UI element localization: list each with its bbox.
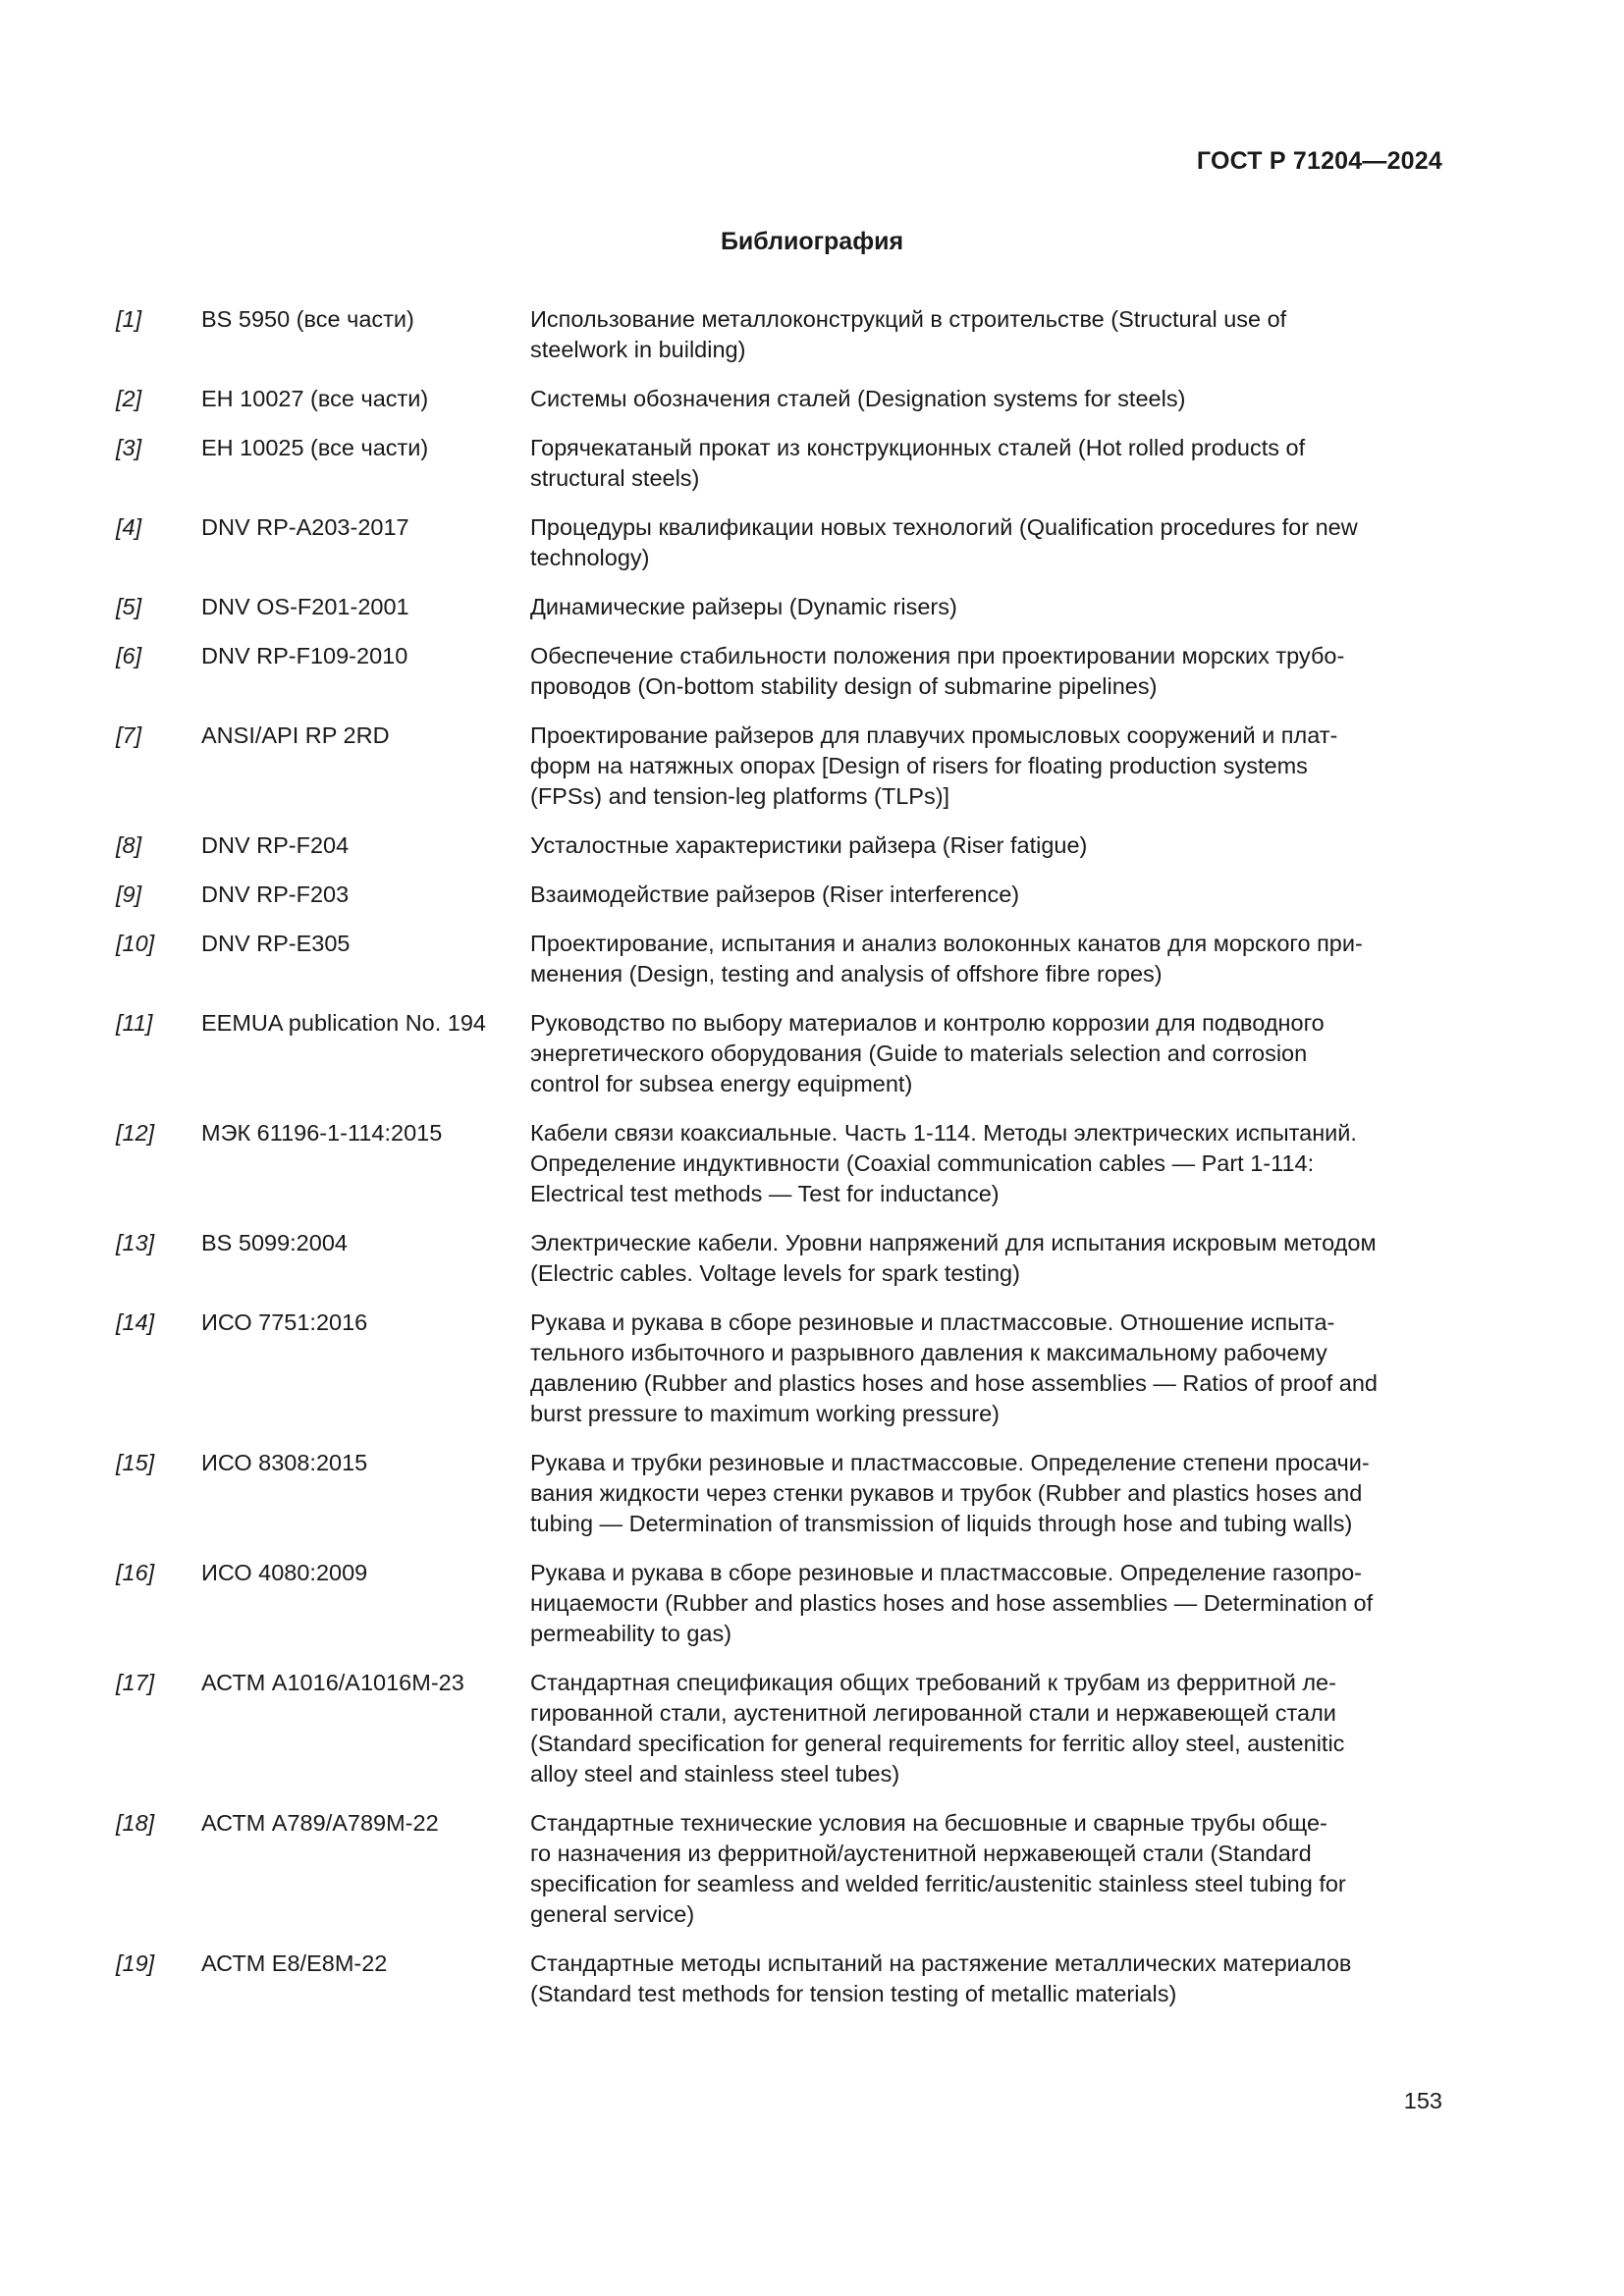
entry-description — [530, 830, 1448, 861]
entry-description-line: Рукава и рукава в сборе резиновые и пластмассовые. Определение газопро- — [530, 1560, 1362, 1585]
entry-description-line: burst pressure to maximum working pressure) — [530, 1401, 1000, 1426]
page-number: 153 — [1403, 2088, 1442, 2113]
entry-description — [530, 1558, 1448, 1649]
section-title: Библиография — [720, 228, 904, 255]
entry-description-line: го назначения из ферритной/аустенитной нержавеющей стали (Standard — [530, 1841, 1312, 1866]
entry-number: [2] — [116, 386, 142, 411]
entry-number: [18] — [116, 1810, 155, 1836]
entry-description-line: (Standard specification for general requirements for ferritic alloy steel, austenitic — [530, 1731, 1345, 1756]
entry-description-line: проводов (On-bottom stability design of submarine pipelines) — [530, 673, 1158, 699]
entry-standard-code: АСТМ E8/E8M-22 — [201, 1950, 388, 1976]
bibliography-entry — [116, 1949, 1451, 2009]
entry-description-line: technology) — [530, 545, 650, 570]
entry-description — [530, 512, 1448, 573]
entry-number: [4] — [116, 514, 142, 540]
entry-description-line: alloy steel and stainless steel tubes) — [530, 1761, 900, 1787]
entry-number: [10] — [116, 931, 155, 956]
entry-description — [530, 1228, 1448, 1289]
entry-description-line: (Standard test methods for tension testing of metallic materials) — [530, 1981, 1177, 2006]
entry-description-line: Электрические кабели. Уровни напряжений для испытания искровым методом — [530, 1230, 1377, 1255]
entry-number: [9] — [116, 881, 142, 907]
entry-standard-code: DNV RP-F203 — [201, 881, 350, 907]
entry-description-line: steelwork in building) — [530, 337, 746, 362]
entry-description-line: specification for seamless and welded ferritic/austenitic stainless steel tubing for — [530, 1871, 1346, 1896]
entry-description-line: тельного избыточного и разрывного давления к максимальному рабочему — [530, 1340, 1327, 1365]
entry-standard-code: АСТМ A1016/A1016M-23 — [201, 1670, 464, 1695]
entry-description-line: structural steels) — [530, 465, 700, 491]
entry-description — [530, 1448, 1448, 1539]
entry-standard-code: BS 5099:2004 — [201, 1230, 348, 1255]
entry-standard-code: ЕН 10025 (все части) — [201, 435, 429, 460]
entry-description-line: Динамические райзеры (Dynamic risers) — [530, 594, 957, 619]
bibliography-entry — [116, 929, 1451, 989]
entry-description-line: энергетического оборудования (Guide to materials selection and corrosion — [530, 1041, 1308, 1066]
entry-description — [530, 880, 1448, 910]
entry-number: [5] — [116, 594, 142, 619]
entry-standard-code: DNV RP-A203-2017 — [201, 514, 409, 540]
entry-description — [530, 929, 1448, 989]
entry-description-line: Определение индуктивности (Coaxial communication cables — Part 1-114: — [530, 1150, 1315, 1176]
bibliography-entry — [116, 1558, 1451, 1649]
entry-number: [19] — [116, 1950, 155, 1976]
entry-description-line: вания жидкости через стенки рукавов и трубок (Rubber and plastics hoses and — [530, 1480, 1363, 1506]
entry-standard-code: АСТМ A789/A789M-22 — [201, 1810, 439, 1836]
entry-standard-code: EEMUA publication No. 194 — [201, 1010, 486, 1036]
entry-description-line: Взаимодействие райзеров (Riser interference) — [530, 881, 1020, 907]
entry-number: [7] — [116, 722, 142, 748]
entry-number: [6] — [116, 643, 142, 668]
entry-description-line: Горячекатаный прокат из конструкционных сталей (Hot rolled products of — [530, 435, 1306, 460]
entry-number: [12] — [116, 1120, 155, 1146]
entry-description-line: Системы обозначения сталей (Designation systems for steels) — [530, 386, 1186, 411]
entry-standard-code: МЭК 61196-1-114:2015 — [201, 1120, 443, 1146]
bibliography-entry — [116, 1118, 1451, 1209]
entry-number: [13] — [116, 1230, 155, 1255]
entry-number: [17] — [116, 1670, 155, 1695]
entry-description — [530, 1118, 1448, 1209]
entry-number: [3] — [116, 435, 142, 460]
bibliography-list — [116, 304, 1451, 2028]
entry-description-line: tubing — Determination of transmission of liquids through hose and tubing walls) — [530, 1511, 1353, 1536]
entry-description-line: Кабели связи коаксиальные. Часть 1-114. Методы электрических испытаний. — [530, 1120, 1357, 1146]
entry-description — [530, 721, 1448, 812]
entry-description-line: Обеспечение стабильности положения при проектировании морских трубо- — [530, 643, 1345, 668]
entry-number: [1] — [116, 306, 142, 332]
bibliography-entry — [116, 1008, 1451, 1099]
entry-description-line: ницаемости (Rubber and plastics hoses and hose assemblies — Determination of — [530, 1590, 1374, 1616]
entry-description-line: Руководство по выбору материалов и контролю коррозии для подводного — [530, 1010, 1325, 1036]
bibliography-entry — [116, 830, 1451, 861]
entry-description — [530, 1808, 1448, 1930]
entry-description-line: Стандартные технические условия на бесшовные и сварные трубы обще- — [530, 1810, 1327, 1836]
entry-description — [530, 384, 1448, 414]
entry-description-line: Проектирование, испытания и анализ волоконных канатов для морского при- — [530, 931, 1363, 956]
bibliography-entry — [116, 304, 1451, 365]
entry-description-line: Проектирование райзеров для плавучих промысловых сооружений и плат- — [530, 722, 1338, 748]
entry-description-line: форм на натяжных опорах [Design of risers for floating production systems — [530, 753, 1308, 778]
entry-description — [530, 433, 1448, 494]
entry-description-line: давлению (Rubber and plastics hoses and hose assemblies — Ratios of proof and — [530, 1370, 1378, 1396]
entry-standard-code: DNV OS-F201-2001 — [201, 594, 409, 619]
entry-standard-code: BS 5950 (все части) — [201, 306, 414, 332]
entry-description-line: Рукава и трубки резиновые и пластмассовые. Определение степени просачи- — [530, 1450, 1370, 1475]
entry-number: [16] — [116, 1560, 155, 1585]
entry-description-line: Стандартные методы испытаний на растяжение металлических материалов — [530, 1950, 1352, 1976]
entry-standard-code: ANSI/API RP 2RD — [201, 722, 390, 748]
bibliography-entry — [116, 384, 1451, 414]
entry-standard-code: DNV RP-F109-2010 — [201, 643, 408, 668]
entry-standard-code: ИСО 8308:2015 — [201, 1450, 368, 1475]
entry-number: [15] — [116, 1450, 155, 1475]
entry-number: [8] — [116, 832, 142, 858]
entry-description — [530, 1308, 1448, 1429]
bibliography-entry — [116, 512, 1451, 573]
entry-description — [530, 641, 1448, 702]
entry-description-line: Electrical test methods — Test for inductance) — [530, 1181, 1000, 1206]
entry-description-line: гированной стали, аустенитной легированной стали и нержавеющей стали — [530, 1700, 1336, 1726]
bibliography-entry — [116, 1448, 1451, 1539]
bibliography-entry — [116, 1228, 1451, 1289]
entry-description — [530, 1668, 1448, 1789]
bibliography-entry — [116, 592, 1451, 622]
bibliography-entry — [116, 1808, 1451, 1930]
bibliography-entry — [116, 1308, 1451, 1429]
entry-description-line: permeability to gas) — [530, 1621, 732, 1646]
document-standard-id: ГОСТ Р 71204—2024 — [1196, 147, 1442, 175]
entry-description — [530, 304, 1448, 365]
entry-standard-code: ИСО 7751:2016 — [201, 1309, 368, 1335]
entry-description-line: Процедуры квалификации новых технологий (Qualification procedures for new — [530, 514, 1358, 540]
entry-description-line: Использование металлоконструкций в строительстве (Structural use of — [530, 306, 1287, 332]
entry-description — [530, 1949, 1448, 2009]
entry-description-line: general service) — [530, 1901, 695, 1927]
entry-description-line: Стандартная спецификация общих требований к трубам из ферритной ле- — [530, 1670, 1336, 1695]
entry-standard-code: ИСО 4080:2009 — [201, 1560, 368, 1585]
entry-number: [11] — [116, 1010, 153, 1036]
entry-description-line: менения (Design, testing and analysis of offshore fibre ropes) — [530, 961, 1163, 987]
entry-description-line: Усталостные характеристики райзера (Riser fatigue) — [530, 832, 1088, 858]
entry-description — [530, 1008, 1448, 1099]
bibliography-entry — [116, 721, 1451, 812]
entry-description-line: Рукава и рукава в сборе резиновые и пластмассовые. Отношение испыта- — [530, 1309, 1335, 1335]
entry-description-line: (FPSs) and tension-leg platforms (TLPs)] — [530, 783, 950, 809]
bibliography-entry — [116, 641, 1451, 702]
entry-number: [14] — [116, 1309, 155, 1335]
entry-standard-code: DNV RP-E305 — [201, 931, 351, 956]
entry-standard-code: DNV RP-F204 — [201, 832, 350, 858]
bibliography-entry — [116, 1668, 1451, 1789]
entry-description — [530, 592, 1448, 622]
entry-standard-code: ЕН 10027 (все части) — [201, 386, 429, 411]
bibliography-entry — [116, 880, 1451, 910]
entry-description-line: (Electric cables. Voltage levels for spark testing) — [530, 1260, 1020, 1286]
bibliography-entry — [116, 433, 1451, 494]
entry-description-line: control for subsea energy equipment) — [530, 1071, 913, 1096]
